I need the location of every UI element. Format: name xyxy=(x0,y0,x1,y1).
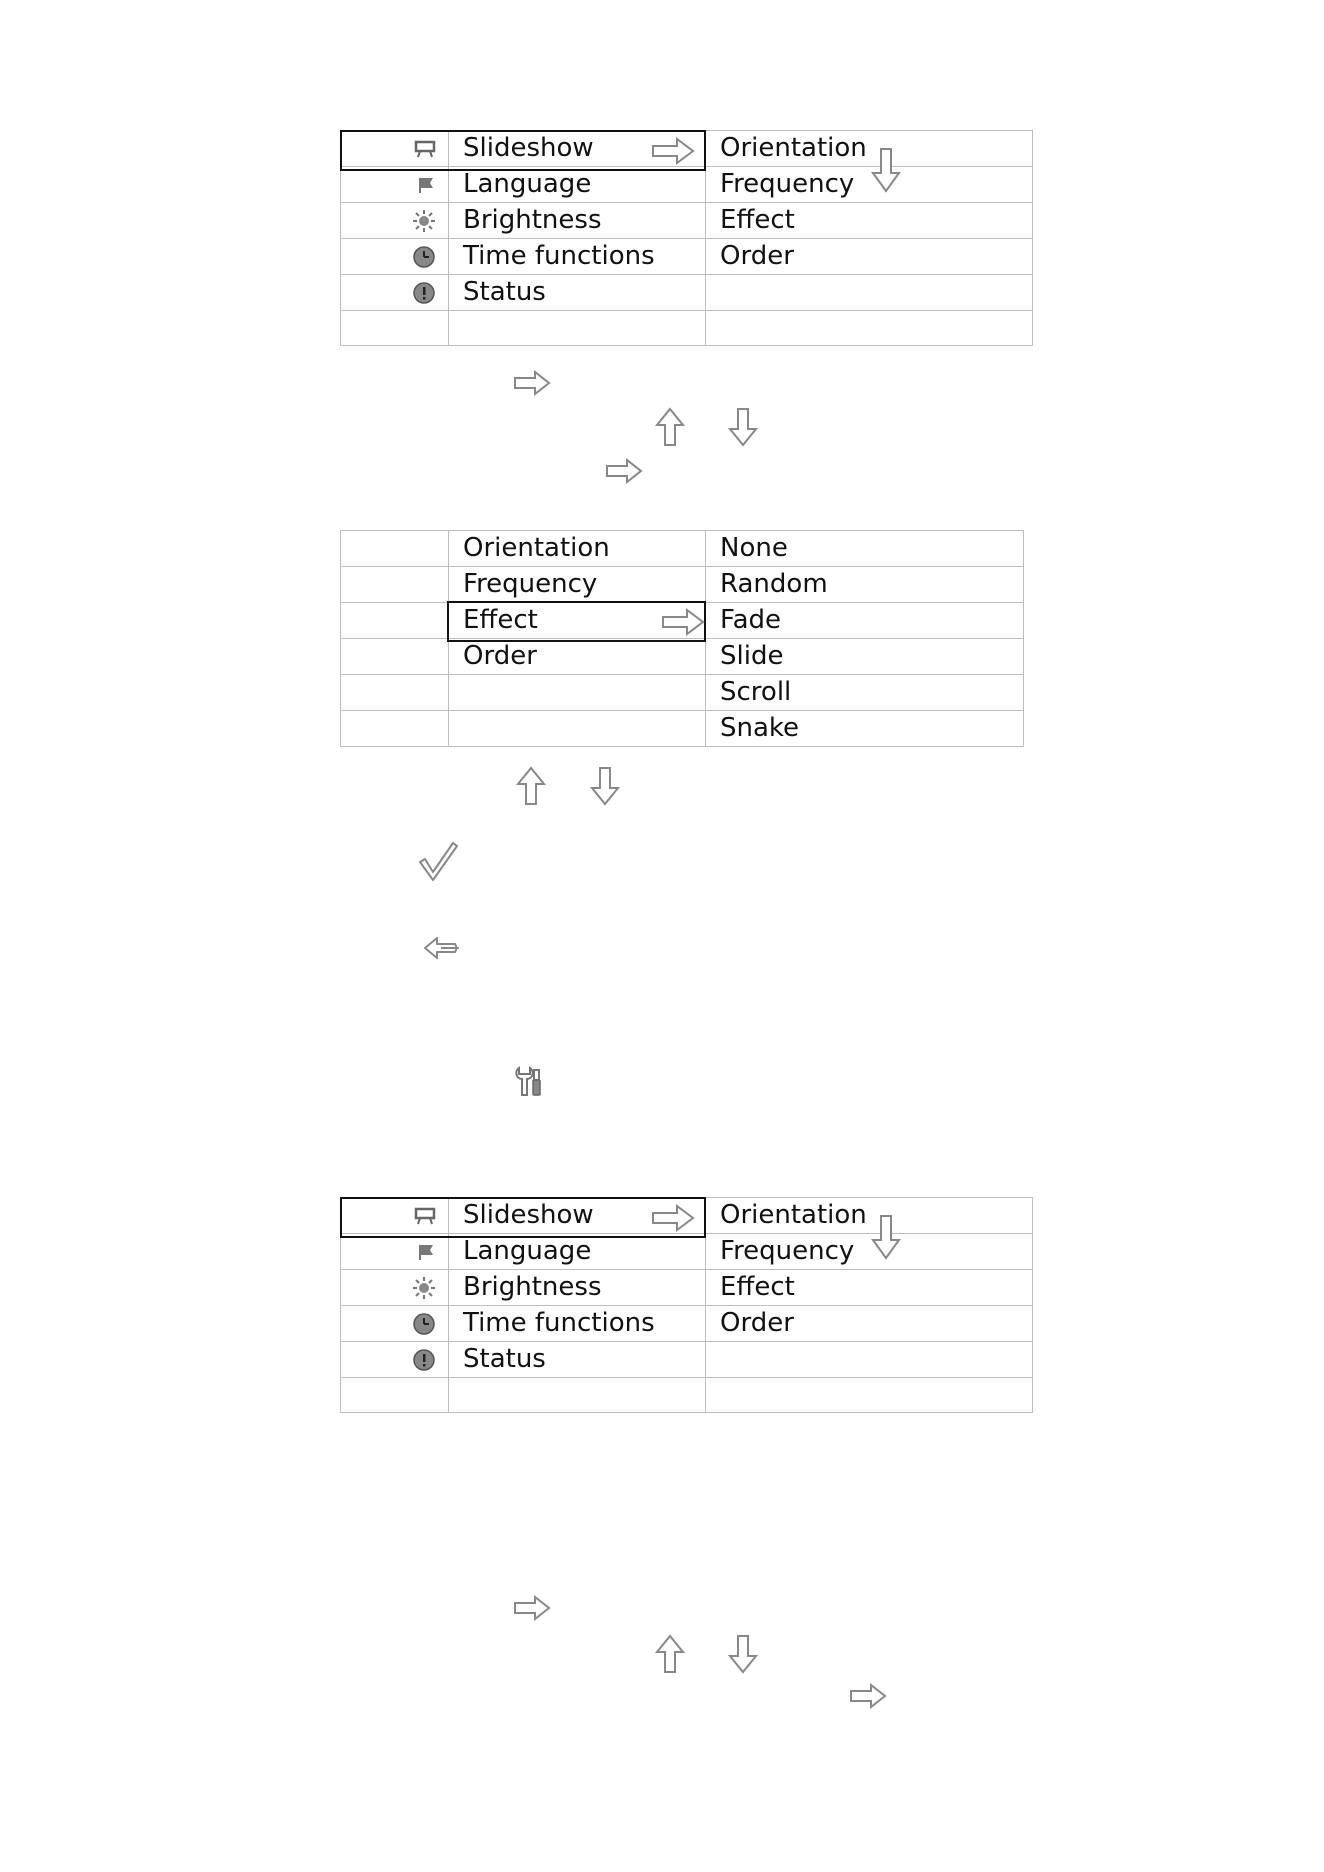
checkmark-icon xyxy=(417,840,459,882)
submenu-item-label[interactable]: Scroll xyxy=(706,675,1024,711)
arrow-right-icon xyxy=(605,458,643,484)
submenu-item-label[interactable]: Random xyxy=(706,567,1024,603)
submenu-item-label xyxy=(706,275,1033,311)
menu-item-label[interactable]: Orientation xyxy=(449,531,706,567)
menu-item-label[interactable]: Status xyxy=(449,1342,706,1378)
table-row[interactable] xyxy=(341,203,1033,239)
submenu-item-label[interactable]: Slide xyxy=(706,639,1024,675)
table-row[interactable] xyxy=(341,167,1033,203)
menu-item-label[interactable]: Brightness xyxy=(449,203,706,239)
table-row[interactable] xyxy=(341,239,1033,275)
arrow-down-icon xyxy=(871,1214,901,1260)
arrow-down-icon xyxy=(728,407,758,447)
menu-item-label[interactable]: Status xyxy=(449,275,706,311)
empty-cell xyxy=(449,711,706,747)
settings-tools-icon xyxy=(514,1066,546,1098)
table-row[interactable] xyxy=(341,711,1024,747)
table-row[interactable] xyxy=(341,639,1024,675)
submenu-item-label[interactable]: Fade xyxy=(706,603,1024,639)
menu-item-label[interactable]: Brightness xyxy=(449,1270,706,1306)
menu-item-label[interactable]: Time functions xyxy=(449,239,706,275)
empty-cell xyxy=(341,603,449,639)
table-row xyxy=(341,311,1033,346)
table-row[interactable] xyxy=(341,275,1033,311)
arrow-up-icon xyxy=(655,1634,685,1674)
table-row[interactable] xyxy=(341,567,1024,603)
submenu-item-label[interactable]: Frequency xyxy=(706,1234,1033,1270)
menu-table-slideshow xyxy=(340,530,1024,747)
arrow-right-icon xyxy=(513,1595,551,1621)
clock-icon xyxy=(341,1306,449,1342)
submenu-item-label[interactable]: Effect xyxy=(706,1270,1033,1306)
menu-item-label[interactable]: Order xyxy=(449,639,706,675)
empty-cell xyxy=(341,531,449,567)
status-info-icon xyxy=(341,1342,449,1378)
brightness-sun-icon xyxy=(341,1270,449,1306)
menu-item-label[interactable]: Language xyxy=(449,167,706,203)
submenu-item-label[interactable]: Effect xyxy=(706,203,1033,239)
submenu-item-label[interactable]: Snake xyxy=(706,711,1024,747)
submenu-item-label[interactable]: Orientation xyxy=(706,131,1033,167)
empty-cell xyxy=(341,1378,449,1413)
table-row[interactable] xyxy=(341,1270,1033,1306)
language-flag-icon xyxy=(341,1234,449,1270)
empty-cell xyxy=(706,1378,1033,1413)
submenu-item-label xyxy=(706,1342,1033,1378)
menu-item-label[interactable]: Slideshow xyxy=(449,131,706,167)
status-info-icon xyxy=(341,275,449,311)
arrow-down-icon xyxy=(590,766,620,806)
table-row[interactable] xyxy=(341,1342,1033,1378)
submenu-item-label[interactable]: Frequency xyxy=(706,167,1033,203)
menu-item-label[interactable]: Frequency xyxy=(449,567,706,603)
empty-cell xyxy=(341,311,449,346)
empty-cell xyxy=(449,311,706,346)
arrow-up-icon xyxy=(516,766,546,806)
menu-item-label[interactable]: Language xyxy=(449,1234,706,1270)
submenu-item-label[interactable]: Orientation xyxy=(706,1198,1033,1234)
table-row[interactable] xyxy=(341,1306,1033,1342)
arrow-right-icon xyxy=(661,608,705,636)
slideshow-icon xyxy=(341,1198,449,1234)
slideshow-icon xyxy=(341,131,449,167)
arrow-right-icon xyxy=(651,137,695,165)
empty-cell xyxy=(341,567,449,603)
empty-cell xyxy=(341,639,449,675)
arrow-right-icon xyxy=(513,370,551,396)
empty-cell xyxy=(706,311,1033,346)
language-flag-icon xyxy=(341,167,449,203)
table-row[interactable] xyxy=(341,675,1024,711)
arrow-up-icon xyxy=(655,407,685,447)
menu-item-label[interactable]: Time functions xyxy=(449,1306,706,1342)
empty-cell xyxy=(341,711,449,747)
arrow-right-icon xyxy=(651,1204,695,1232)
submenu-item-label[interactable]: None xyxy=(706,531,1024,567)
empty-cell xyxy=(341,675,449,711)
menu-item-label[interactable]: Slideshow xyxy=(449,1198,706,1234)
back-return-icon xyxy=(423,934,467,966)
submenu-item-label[interactable]: Order xyxy=(706,239,1033,275)
clock-icon xyxy=(341,239,449,275)
menu-item-label[interactable]: Effect xyxy=(449,603,706,639)
arrow-down-icon xyxy=(871,147,901,193)
table-row xyxy=(341,1378,1033,1413)
submenu-item-label[interactable]: Order xyxy=(706,1306,1033,1342)
empty-cell xyxy=(449,1378,706,1413)
brightness-sun-icon xyxy=(341,203,449,239)
arrow-right-icon xyxy=(849,1683,887,1709)
arrow-down-icon xyxy=(728,1634,758,1674)
table-row[interactable] xyxy=(341,531,1024,567)
empty-cell xyxy=(449,675,706,711)
table-row[interactable] xyxy=(341,1234,1033,1270)
